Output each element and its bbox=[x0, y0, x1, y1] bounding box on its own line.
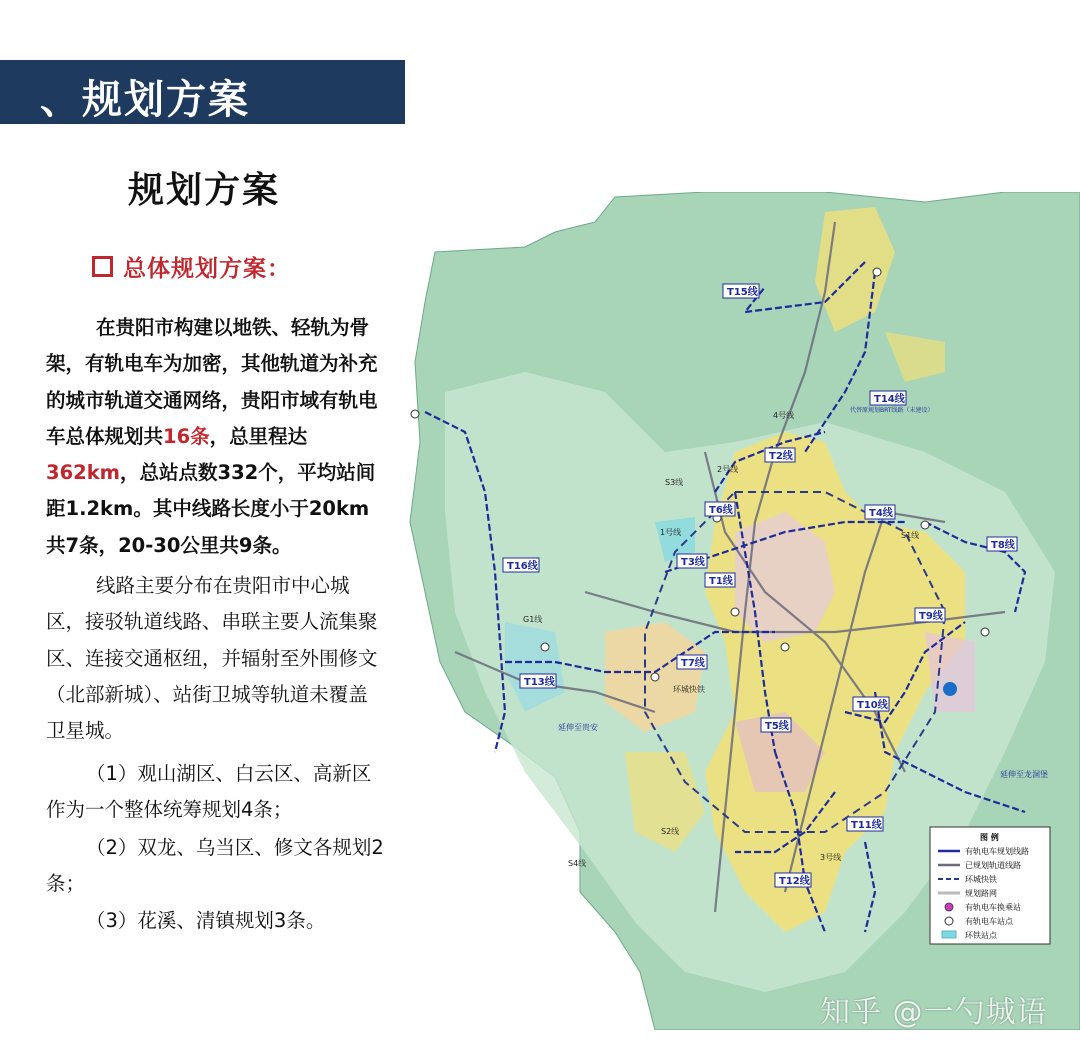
length-highlight: 362km bbox=[46, 461, 120, 485]
watermark: 知乎 @一勺城语 bbox=[820, 995, 1048, 1030]
legend-item: 有轨电车规划线路 bbox=[965, 847, 1029, 856]
subheading bbox=[92, 250, 291, 283]
hub-station-icon bbox=[943, 682, 957, 696]
distribution-text: 线路主要分布在贵阳市中心城区，接驳轨道线路、串联主要人流集聚区、连接交通枢纽，并辐射至外围修文（北部新城）、站街卫城等轨道未覆盖卫星城。 bbox=[46, 574, 378, 743]
rail-label: S2线 bbox=[661, 827, 680, 836]
tram-line-label: T11线 bbox=[851, 820, 882, 831]
tram-line-label: T6线 bbox=[709, 505, 733, 516]
list-item bbox=[46, 830, 386, 903]
list-item-text: （1）观山湖区、白云区、高新区作为一个整体统筹规划4条； bbox=[46, 762, 372, 822]
tram-line-label: T10线 bbox=[857, 700, 888, 711]
tram-line-label: T9线 bbox=[919, 611, 943, 622]
extension-label: 延伸至贵安 bbox=[558, 723, 598, 732]
summary-text-c: ，总里程达 bbox=[209, 424, 308, 448]
tram-line-label: T13线 bbox=[524, 677, 555, 688]
list-item bbox=[46, 903, 386, 939]
section-banner bbox=[0, 60, 405, 124]
summary-paragraph bbox=[46, 310, 386, 564]
tram-line-label: T16线 bbox=[507, 561, 538, 572]
banner-title: 、规划方案 bbox=[40, 77, 250, 123]
rail-label: G1线 bbox=[523, 615, 543, 624]
legend-item: 环铁站点 bbox=[965, 931, 997, 940]
tram-line-label: T3线 bbox=[681, 557, 705, 568]
tram-line-label: T15线 bbox=[727, 287, 758, 298]
rail-label: S1线 bbox=[901, 531, 920, 540]
rail-label: 2号线 bbox=[717, 465, 739, 474]
summary-text-a: 在贵阳市构建以地铁、轻轨为骨架，有轨电车为加密，其他轨道为补充的城市轨道交通网络，贵阳市域有轨电车总体规划共 bbox=[46, 316, 378, 448]
rail-label: 3号线 bbox=[820, 853, 842, 862]
tram-network-map bbox=[405, 192, 1080, 1030]
extension-label: 延伸至龙洞堡 bbox=[1000, 770, 1048, 779]
rail-label: 1号线 bbox=[660, 528, 682, 537]
subheading-text: 总体规划方案： bbox=[123, 256, 291, 282]
tram-line-label: T7线 bbox=[681, 658, 705, 669]
legend-item: 有轨电车换乘站 bbox=[965, 903, 1021, 912]
rail-label: 4号线 bbox=[773, 411, 795, 420]
line-count-highlight: 16条 bbox=[163, 424, 210, 448]
page-title: 规划方案 bbox=[128, 170, 281, 211]
tram-line-label: T5线 bbox=[765, 721, 789, 732]
tram-line-label: T4线 bbox=[869, 508, 893, 519]
legend-item: 有轨电车站点 bbox=[965, 917, 1013, 926]
tram-line-label: T8线 bbox=[991, 540, 1015, 551]
ring-express-label: 环城快铁 bbox=[673, 685, 705, 694]
checkbox-square-icon bbox=[92, 256, 113, 277]
distribution-paragraph bbox=[46, 568, 386, 749]
tram-line-label: T12线 bbox=[779, 876, 810, 887]
brt-note: 代替原规划BRT线路（未建设） bbox=[850, 407, 934, 414]
legend-item: 已规划轨道线路 bbox=[965, 861, 1021, 870]
tram-line-label: T1线 bbox=[709, 576, 733, 587]
summary-text-e: ，总站点数332个，平均站间距1.2km。其中线路长度小于20km共7条，20-30公里共9条。 bbox=[46, 461, 376, 557]
list-item-text: （2）双龙、乌当区、修文各规划2条； bbox=[46, 836, 384, 896]
list-item-text: （3）花溪、清镇规划3条。 bbox=[86, 909, 326, 932]
legend-item: 规划路网 bbox=[965, 889, 997, 898]
map-legend bbox=[930, 827, 1050, 944]
tram-line-label: T2线 bbox=[769, 451, 793, 462]
list-item bbox=[46, 756, 386, 829]
tram-line-label: T14线 bbox=[874, 394, 905, 405]
rail-label: S3线 bbox=[665, 478, 684, 487]
legend-title: 图 例 bbox=[980, 833, 999, 842]
legend-item: 环城快铁 bbox=[965, 875, 997, 884]
rail-label: S4线 bbox=[568, 859, 587, 868]
